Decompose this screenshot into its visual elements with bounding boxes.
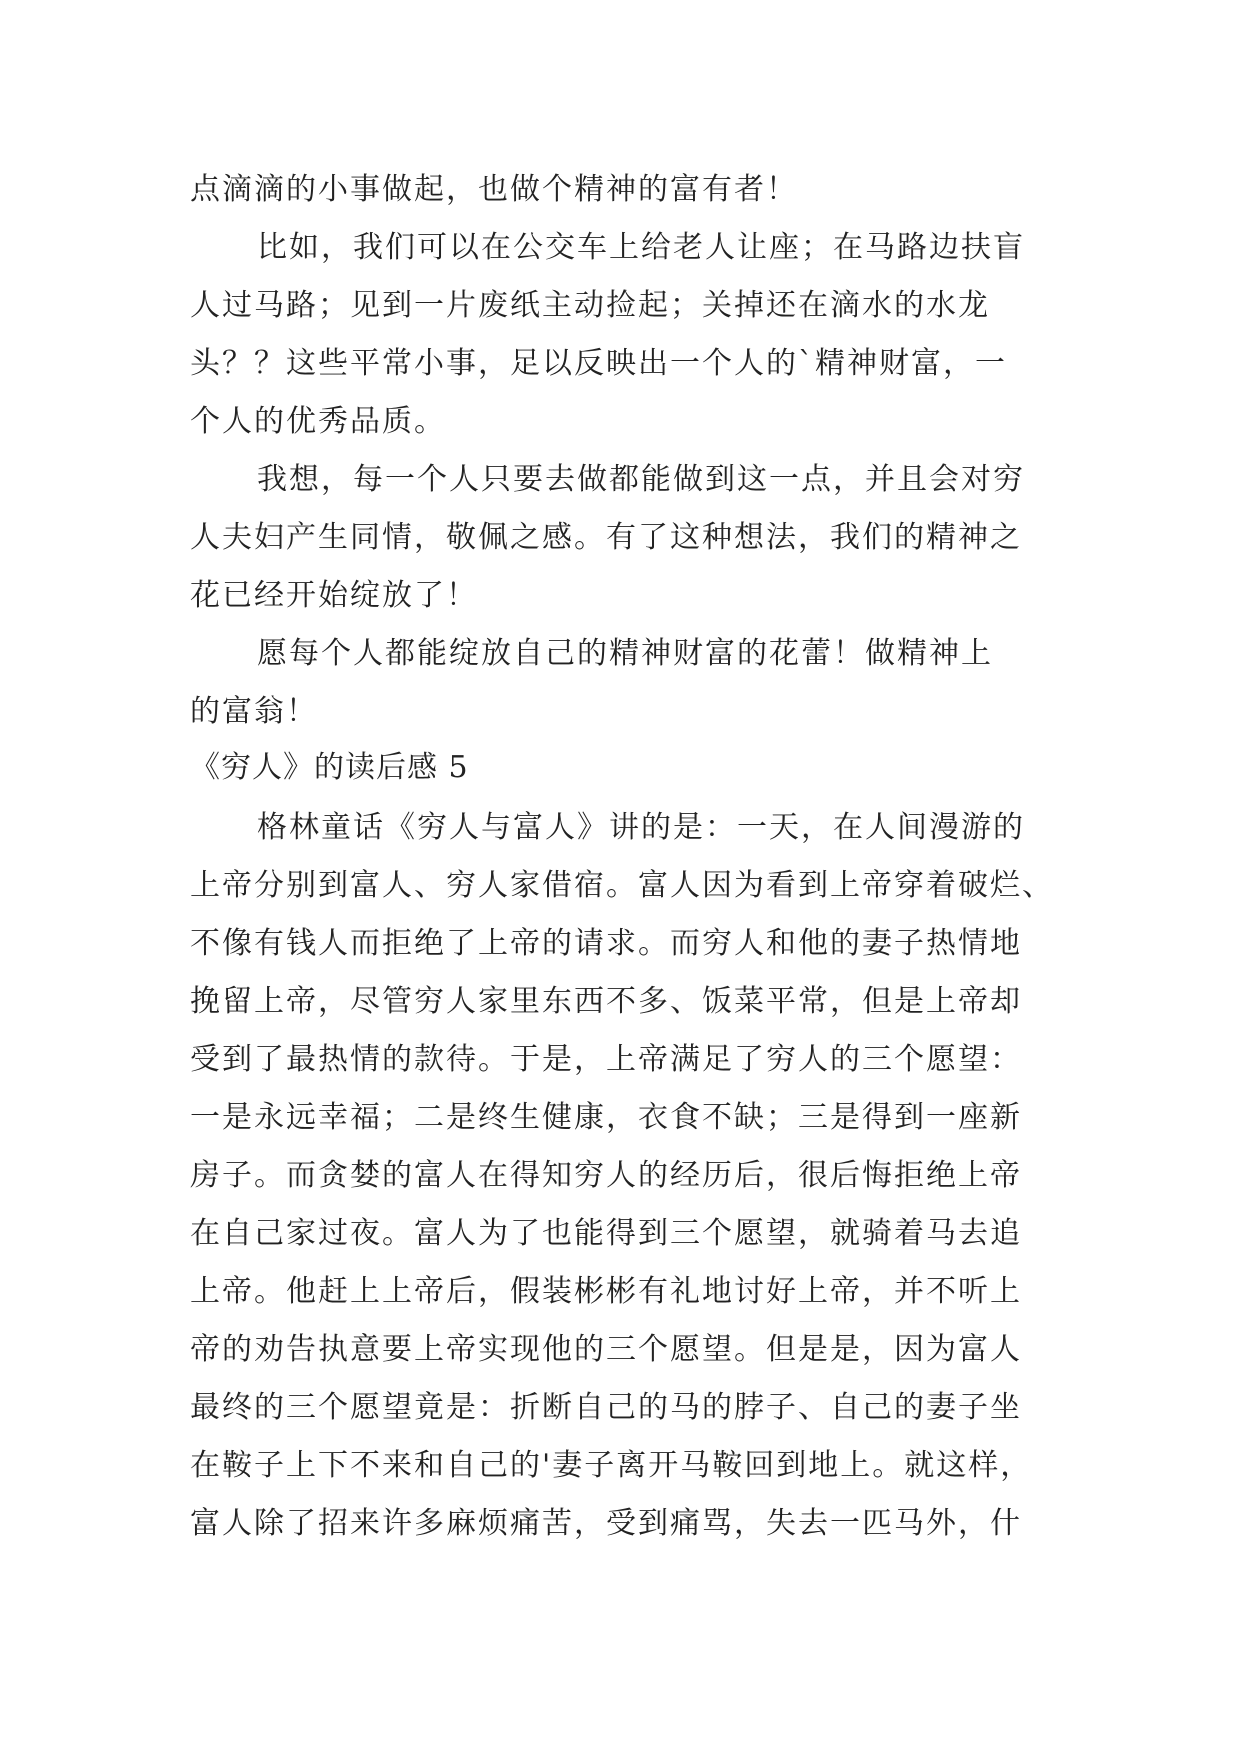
text-line: 花已经开始绽放了！ <box>190 578 478 613</box>
text-line: 在鞍子上下不来和自己的'妻子离开马鞍回到地上。就这样， <box>190 1448 1033 1483</box>
text-line: 一是永远幸福；二是终生健康，衣食不缺；三是得到一座新 <box>190 1100 1022 1135</box>
text-line: 上帝。他赶上上帝后，假装彬彬有礼地讨好上帝，并不听上 <box>190 1274 1022 1309</box>
paragraph-start-line: 愿每个人都能绽放自己的精神财富的花蕾！做精神上 <box>257 636 993 671</box>
text-line: 不像有钱人而拒绝了上帝的请求。而穷人和他的妻子热情地 <box>190 926 1022 961</box>
text-line: 帝的劝告执意要上帝实现他的三个愿望。但是是，因为富人 <box>190 1332 1022 1367</box>
text-line: 个人的优秀品质。 <box>190 404 446 439</box>
text-line: 人过马路；见到一片废纸主动捡起；关掉还在滴水的水龙 <box>190 288 990 323</box>
text-line: 受到了最热情的款待。于是，上帝满足了穷人的三个愿望： <box>190 1042 1022 1077</box>
text-line: 的富翁！ <box>190 694 318 729</box>
paragraph-start-line: 格林童话《穷人与富人》讲的是：一天，在人间漫游的 <box>257 810 1025 845</box>
text-line: 上帝分别到富人、穷人家借宿。富人因为看到上帝穿着破烂、 <box>190 868 1054 903</box>
section-heading: 《穷人》的读后感 5 <box>190 750 469 785</box>
text-line: 最终的三个愿望竟是：折断自己的马的脖子、自己的妻子坐 <box>190 1390 1022 1425</box>
text-line: 在自己家过夜。富人为了也能得到三个愿望，就骑着马去追 <box>190 1216 1022 1251</box>
text-line: 房子。而贪婪的富人在得知穷人的经历后，很后悔拒绝上帝 <box>190 1158 1022 1193</box>
paragraph-start-line: 比如，我们可以在公交车上给老人让座；在马路边扶盲 <box>257 230 1025 265</box>
text-line: 头？？这些平常小事，足以反映出一个人的`精神财富，一 <box>190 346 1007 381</box>
text-line: 挽留上帝，尽管穷人家里东西不多、饭菜平常，但是上帝却 <box>190 984 1022 1019</box>
text-line: 富人除了招来许多麻烦痛苦，受到痛骂，失去一匹马外，什 <box>190 1506 1022 1541</box>
text-line: 人夫妇产生同情，敬佩之感。有了这种想法，我们的精神之 <box>190 520 1022 555</box>
text-line: 点滴滴的小事做起，也做个精神的富有者！ <box>190 172 798 207</box>
paragraph-start-line: 我想，每一个人只要去做都能做到这一点，并且会对穷 <box>257 462 1025 497</box>
